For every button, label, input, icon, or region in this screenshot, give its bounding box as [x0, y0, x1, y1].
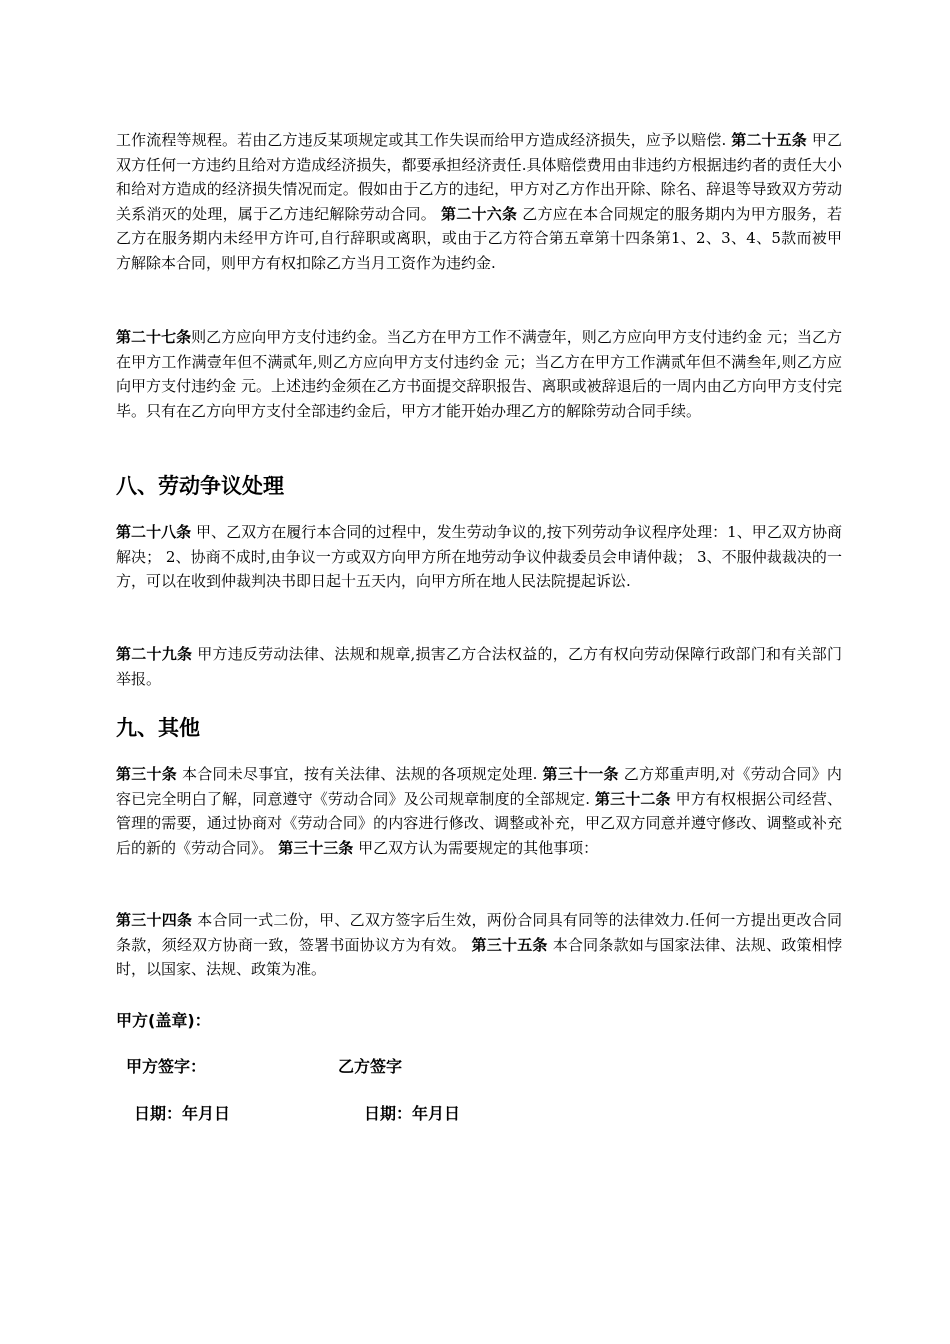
section-heading-other: 九、其他: [116, 716, 200, 740]
paragraph-article-28: [116, 520, 842, 594]
paragraph-articles-25-26: [116, 128, 842, 276]
paragraph-text: 甲、乙双方在履行本合同的过程中，发生劳动争议的,按下列劳动争议程序处理：1、甲乙双方协商解决； 2、协商不成时,由争议一方或双方向甲方所在地劳动争议仲裁委员会申请仲裁； 3、不服仲裁裁决的一方，可以在收到仲裁判决书即日起十五天内，向甲方所在地人民法院提起诉讼.: [116, 523, 842, 591]
paragraph-text: 甲方有权根据公司经营、管理的需要，通过协商对《劳动合同》的内容进行修改、调整或补充，甲乙双方同意并遵守修改、调整或补充后的新的《劳动合同》。: [116, 789, 842, 857]
party-b-date-label: 日期：年月日: [364, 1104, 461, 1123]
section-heading-labor-dispute: 八、劳动争议处理: [116, 474, 284, 498]
article-heading-28: 第二十八条: [116, 523, 192, 541]
article-heading-34: 第三十四条: [116, 911, 193, 929]
paragraph-text: 甲乙双方认为需要规定的其他事项：: [358, 838, 599, 857]
article-heading-25: 第二十五条: [731, 131, 807, 149]
article-heading-26: 第二十六条: [441, 204, 518, 223]
paragraph-text: 本合同一式二份，甲、乙双方签字后生效，两份合同具有同等的法律效力.任何一方提出更改合同条款，须经双方协商一致，签署书面协议方为有效。: [116, 911, 842, 954]
paragraph-article-27: [116, 325, 842, 423]
party-a-seal-label: 甲方(盖章)：: [116, 1011, 211, 1030]
paragraph-text: 甲乙双方任何一方违约且给对方造成经济损失，都要承担经济责任.具体赔偿费用由非违约方根据违约者的责任大小和给对方造成的经济损失情况而定。假如由于乙方的违纪，甲方对乙方作出开除、除名、辞退等导致双方劳动关系消灭的处理，属于乙方违纪解除劳动合同。: [116, 131, 842, 223]
party-a-date-label: 日期：年月日: [134, 1104, 231, 1123]
paragraph-text: 乙方郑重声明,对《劳动合同》内容已完全明白了解，同意遵守《劳动合同》及公司规章制度的全部规定.: [116, 765, 842, 808]
article-heading-29: 第二十九条: [116, 645, 193, 663]
paragraph-articles-30-33: [116, 762, 842, 860]
paragraph-text: 乙方应在本合同规定的服务期内为甲方服务，若乙方在服务期内未经甲方许可,自行辞职或离职，或由于乙方符合第五章第十四条第1、2、3、4、5款而被甲方解除本合同，则甲方有权扣除乙方当月工资作为违约金.: [116, 204, 842, 272]
paragraph-text: 则乙方应向甲方支付违约金。当乙方在甲方工作不满壹年，则乙方应向甲方支付违约金 元；当乙方在甲方工作满壹年但不满贰年,则乙方应向甲方支付违约金 元；当乙方在甲方工作满贰年但不满叁年,则乙方应向甲方支付违约金 元。上述违约金须在乙方书面提交辞职报告、离职或被辞退后的一周内由乙方向甲方支付完毕。只有在乙方向甲方支付全部违约金后，甲方才能开始办理乙方的解除劳动合同手续。: [116, 328, 842, 420]
article-heading-33: 第三十三条: [278, 838, 354, 857]
paragraph-text: 本合同条款如与国家法律、法规、政策相悖时，以国家、法规、政策为准。: [116, 935, 842, 979]
paragraph-text: 本合同未尽事宜，按有关法律、法规的各项规定处理.: [182, 765, 538, 783]
article-heading-35: 第三十五条: [471, 935, 548, 954]
article-heading-30: 第三十条: [116, 765, 177, 783]
party-b-signature-label: 乙方签字: [338, 1057, 403, 1076]
paragraph-text: 工作流程等规程。若由乙方违反某项规定或其工作失误而给甲方造成经济损失，应予以赔偿.: [116, 131, 727, 149]
paragraph-text: 甲方违反劳动法律、法规和规章,损害乙方合法权益的，乙方有权向劳动保障行政部门和有关部门举报。: [116, 645, 842, 688]
paragraph-articles-34-35: [116, 908, 842, 982]
article-heading-32: 第三十二条: [594, 789, 671, 808]
article-heading-31: 第三十一条: [542, 765, 619, 783]
paragraph-article-29: [116, 642, 842, 691]
article-heading-27: 第二十七条: [116, 328, 192, 346]
party-a-signature-label: 甲方签字：: [126, 1057, 207, 1076]
